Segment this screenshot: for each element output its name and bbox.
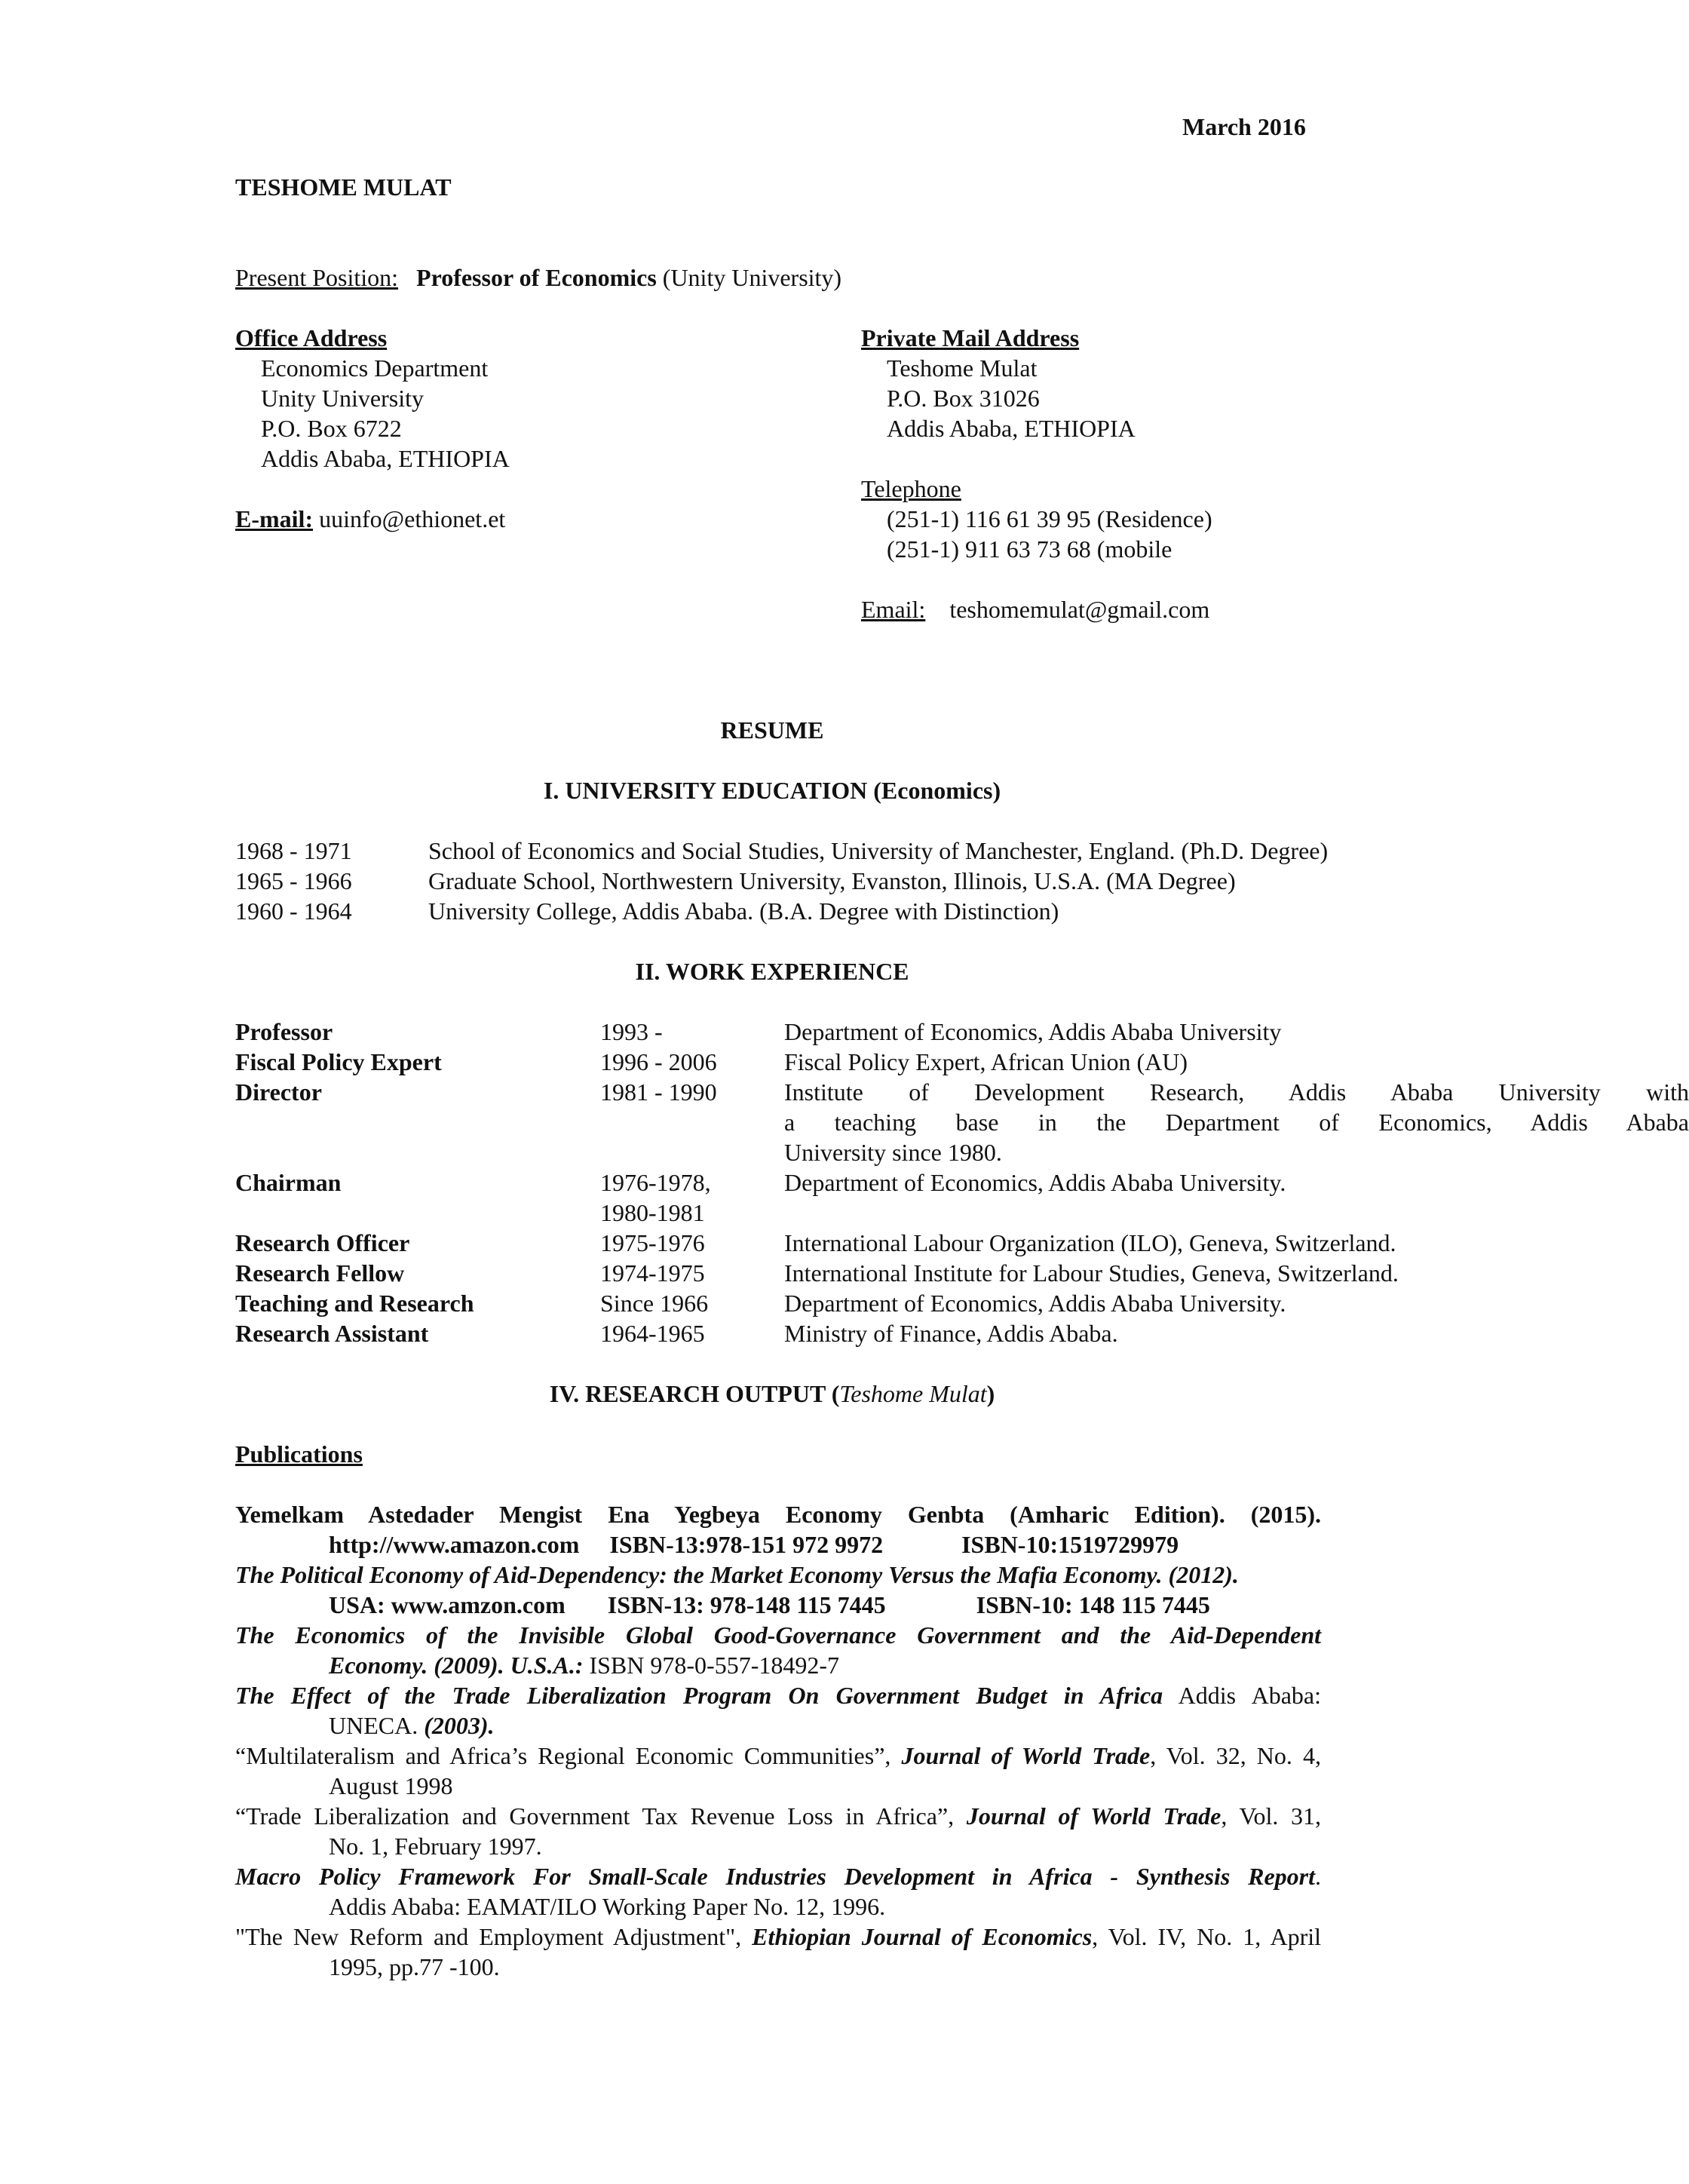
publication-title: Yemelkam Astedader Mengist Ena Yegbeya Economy Genbta (Amharic Edition). (2015). (235, 1501, 1321, 1528)
publication-first-line (235, 1922, 1321, 1952)
publication-item (235, 1741, 1321, 1801)
publication-isbn13: ISBN-13:978-151 972 9972 (609, 1531, 884, 1558)
publication-details (235, 1710, 1321, 1741)
present-position-label: Present Position: (235, 264, 399, 291)
office-address-line: P.O. Box 6722 (261, 415, 402, 442)
work-years: 1974-1975 (600, 1259, 705, 1287)
publication-place: U.S.A.: (510, 1652, 584, 1679)
work-desc-line: Institute of Development Research, Addis Ababa University with (784, 1078, 1689, 1106)
publication-url: USA: www.amzon.com (329, 1591, 566, 1618)
publication-title: The Political Economy of Aid-Dependency: the Market Economy Versus the Mafia Economy. (2012). (235, 1561, 1239, 1588)
work-desc: International Labour Organization (ILO), Geneva, Switzerland. (784, 1229, 1396, 1256)
work-years: 1981 - 1990 (600, 1078, 717, 1106)
private-email (861, 594, 1209, 624)
publication-title-cont: Economy. (2009). (329, 1652, 504, 1679)
work-years: Since 1966 (600, 1290, 709, 1317)
education-desc: University College, Addis Ababa. (B.A. Degree with Distinction) (428, 897, 1059, 925)
telephone-heading: Telephone (861, 475, 961, 502)
work-desc-line: a teaching base in the Department of Economics, Addis Ababa (784, 1109, 1689, 1136)
private-address-line: Addis Ababa, ETHIOPIA (887, 415, 1136, 442)
author-name: TESHOME MULAT (235, 173, 452, 201)
publication-publisher: UNECA. (329, 1712, 418, 1739)
work-desc: Department of Economics, Addis Ababa University (784, 1018, 1282, 1045)
publication-isbn10: ISBN-10:1519729979 (961, 1531, 1179, 1558)
education-desc: Graduate School, Northwestern University, Evanston, Illinois, U.S.A. (MA Degree) (428, 867, 1236, 894)
present-position-institution: (Unity University) (662, 264, 842, 291)
publication-title: "The New Reform and Employment Adjustment", (235, 1923, 742, 1950)
publication-item (235, 1922, 1321, 1982)
office-email-label: E-mail: (235, 505, 314, 532)
publication-item (235, 1620, 1321, 1680)
work-heading: II. WORK EXPERIENCE (635, 958, 909, 985)
private-address-line: P.O. Box 31026 (887, 385, 1040, 412)
document-date: March 2016 (1182, 113, 1306, 140)
telephone-block (887, 504, 1212, 564)
education-heading: I. UNIVERSITY EDUCATION (Economics) (543, 777, 1001, 804)
publication-title: “Multilateralism and Africa’s Regional Economic Communities”, (235, 1742, 891, 1769)
publication-item (235, 1861, 1321, 1922)
publication-isbn: ISBN 978-0-557-18492-7 (589, 1652, 839, 1679)
publication-journal: Journal of World Trade (966, 1802, 1222, 1830)
work-desc: Department of Economics, Addis Ababa University. (784, 1169, 1286, 1196)
work-desc: Fiscal Policy Expert, African Union (AU) (784, 1048, 1188, 1075)
publication-place: Addis Ababa: (1178, 1682, 1322, 1709)
publication-title: Macro Policy Framework For Small-Scale Industries Development in Africa - Synthesis Report (235, 1863, 1315, 1890)
office-email (235, 504, 505, 534)
present-position (235, 262, 841, 293)
publication-title: The Effect of the Trade Liberalization Program On Government Budget in Africa (235, 1682, 1163, 1709)
publication-title: “Trade Liberalization and Government Tax Revenue Loss in Africa”, (235, 1802, 955, 1830)
publication-item (235, 1801, 1321, 1861)
publication-isbn10: ISBN-10: 148 115 7445 (976, 1591, 1210, 1618)
publication-date: No. 1, February 1997. (329, 1833, 542, 1860)
work-role: Professor (235, 1018, 333, 1045)
publication-details (235, 1590, 1321, 1620)
publication-first-line (235, 1680, 1321, 1710)
telephone-line: (251-1) 116 61 39 95 (Residence) (887, 505, 1212, 532)
publication-first-line (235, 1801, 1321, 1831)
work-desc: Department of Economics, Addis Ababa University. (784, 1290, 1286, 1317)
private-address-block (887, 353, 1136, 443)
research-heading-author: Teshome Mulat (839, 1380, 987, 1407)
education-years: 1960 - 1964 (235, 897, 352, 925)
work-role: Director (235, 1078, 322, 1106)
publication-pages: 1995, pp.77 -100. (329, 1953, 500, 1980)
publications-heading: Publications (235, 1440, 363, 1468)
publication-details (235, 1650, 1321, 1680)
publication-volume: , Vol. 31, (1221, 1802, 1322, 1830)
private-address-line: Teshome Mulat (887, 354, 1038, 382)
work-years: 1975-1976 (600, 1229, 705, 1256)
work-desc: Ministry of Finance, Addis Ababa. (784, 1320, 1118, 1347)
work-years: 1993 - (600, 1018, 663, 1045)
publication-item (235, 1560, 1321, 1620)
work-role: Research Assistant (235, 1320, 429, 1347)
resume-title: RESUME (720, 716, 824, 744)
office-address-heading: Office Address (235, 324, 388, 351)
work-role: Research Officer (235, 1229, 410, 1256)
present-position-title: Professor of Economics (416, 264, 657, 291)
work-role: Fiscal Policy Expert (235, 1048, 442, 1075)
work-years: 1964-1965 (600, 1320, 705, 1347)
publication-title: The Economics of the Invisible Global Good-Governance Government and the Aid-Dependent (235, 1621, 1321, 1649)
office-address-line: Unity University (261, 385, 424, 412)
publication-volume: , Vol. 32, No. 4, (1150, 1742, 1321, 1769)
education-desc: School of Economics and Social Studies, University of Manchester, England. (Ph.D. Degree) (428, 837, 1329, 864)
publication-year: (2003). (424, 1712, 495, 1739)
work-desc (784, 1077, 1689, 1167)
publication-isbn13: ISBN-13: 978-148 115 7445 (607, 1591, 886, 1618)
office-address-line: Addis Ababa, ETHIOPIA (261, 445, 510, 472)
work-desc-line: University since 1980. (784, 1139, 1002, 1166)
research-heading-text: IV. RESEARCH OUTPUT (549, 1380, 826, 1407)
publication-item (235, 1499, 1321, 1560)
publication-journal: Ethiopian Journal of Economics (752, 1923, 1093, 1950)
work-desc: International Institute for Labour Studies, Geneva, Switzerland. (784, 1259, 1399, 1287)
research-heading: IV. RESEARCH OUTPUT (Teshome Mulat) (549, 1380, 995, 1407)
work-years-line: 1980-1981 (600, 1199, 705, 1226)
publication-first-line (235, 1741, 1321, 1771)
publication-date: August 1998 (329, 1772, 453, 1799)
publication-details (235, 1529, 1321, 1560)
private-email-value: teshomemulat@gmail.com (949, 596, 1210, 623)
education-years: 1968 - 1971 (235, 837, 352, 864)
education-years: 1965 - 1966 (235, 867, 352, 894)
publication-url: http://www.amazon.com (329, 1531, 580, 1558)
publication-item (235, 1680, 1321, 1741)
private-email-label: Email: (861, 596, 926, 623)
work-years-line: 1976-1978, (600, 1169, 711, 1196)
publication-first-line (235, 1861, 1321, 1891)
work-role: Chairman (235, 1169, 342, 1196)
office-address-block (261, 353, 510, 474)
work-years (600, 1167, 711, 1228)
work-role: Teaching and Research (235, 1290, 474, 1317)
office-email-value: uuinfo@ethionet.et (319, 505, 506, 532)
publication-details: Addis Ababa: EAMAT/ILO Working Paper No. 12, 1996. (329, 1893, 886, 1920)
work-role: Research Fellow (235, 1259, 405, 1287)
telephone-line: (251-1) 911 63 73 68 (mobile (887, 535, 1172, 563)
publication-volume: , Vol. IV, No. 1, April (1092, 1923, 1322, 1950)
work-years: 1996 - 2006 (600, 1048, 717, 1075)
private-address-heading: Private Mail Address (861, 324, 1080, 351)
publication-title-end: . (1315, 1863, 1321, 1890)
publication-journal: Journal of World Trade (901, 1742, 1151, 1769)
office-address-line: Economics Department (261, 354, 489, 382)
